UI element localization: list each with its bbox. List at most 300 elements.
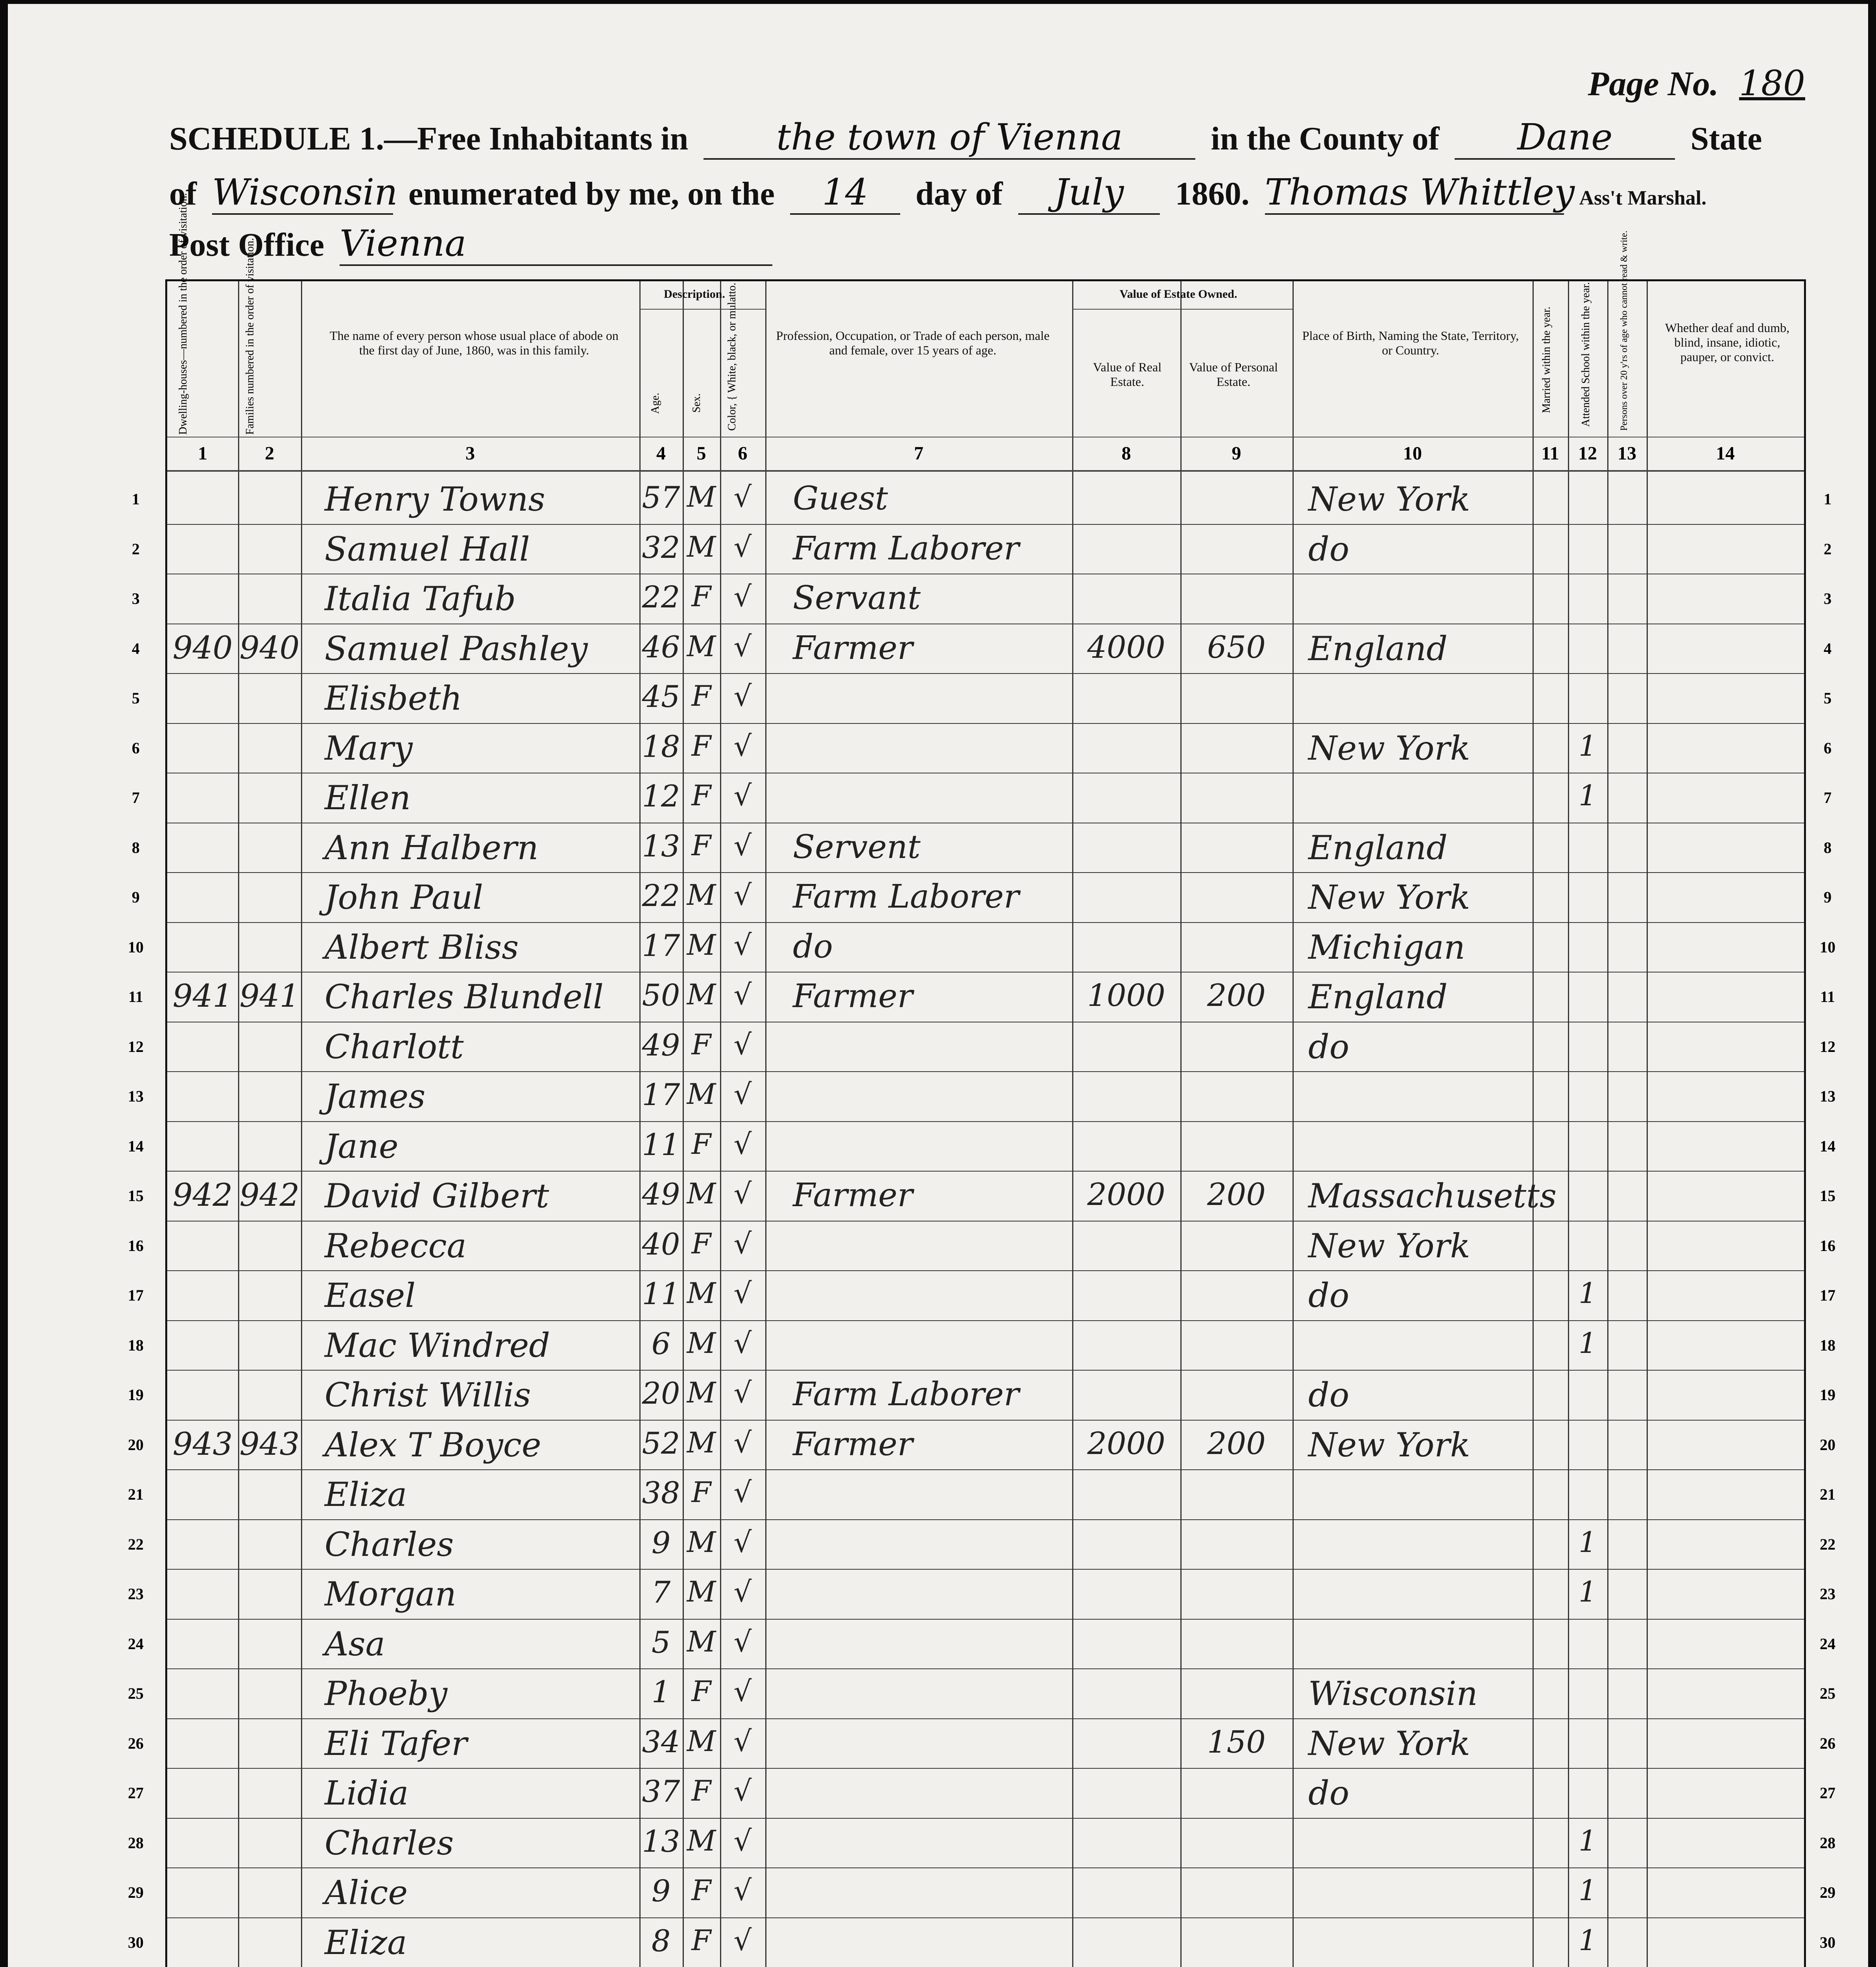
- row-number-right: 10: [1820, 938, 1835, 956]
- row-birthplace: do: [1308, 530, 1350, 568]
- row-real-estate: 2000: [1087, 1177, 1165, 1212]
- row-personal-estate: 200: [1207, 978, 1266, 1013]
- column-number: 5: [696, 443, 706, 464]
- row-name: Ellen: [325, 779, 411, 817]
- row-sex: M: [687, 1575, 716, 1608]
- row-name: Easel: [325, 1276, 416, 1315]
- row-family: 941: [239, 978, 300, 1014]
- row-age: 13: [642, 1823, 680, 1859]
- row-age: 11: [642, 1127, 680, 1162]
- row-color: √: [733, 1227, 752, 1260]
- row-personal-estate: 200: [1207, 1177, 1266, 1212]
- header-line-1: [169, 116, 1762, 160]
- row-name: Charles: [325, 1525, 454, 1564]
- row-number-right: 21: [1820, 1485, 1835, 1503]
- row-number-right: 5: [1824, 689, 1832, 707]
- col7-head: Profession, Occupation, or Trade of each person, male and female, over 15 years of age.: [776, 328, 1050, 357]
- row-color: √: [733, 1426, 752, 1459]
- row-rule: [167, 723, 1804, 724]
- row-name: David Gilbert: [325, 1177, 549, 1215]
- column-rule: [1180, 281, 1182, 1967]
- col10-head: Place of Birth, Naming the State, Territory, or Country.: [1302, 328, 1519, 357]
- month-field: July: [1018, 171, 1160, 215]
- row-number-right: 25: [1820, 1685, 1835, 1702]
- row-color: √: [733, 1824, 752, 1857]
- row-age: 17: [642, 1077, 680, 1112]
- row-number-right: 6: [1824, 739, 1832, 757]
- row-number-right: 13: [1820, 1087, 1835, 1105]
- row-age: 18: [642, 729, 680, 764]
- row-school: 1: [1579, 1923, 1597, 1957]
- row-school: 1: [1579, 1874, 1597, 1907]
- row-number-right: 1: [1824, 490, 1832, 508]
- row-sex: M: [687, 1724, 716, 1758]
- row-real-estate: 1000: [1087, 978, 1165, 1013]
- row-sex: M: [687, 878, 716, 912]
- row-number-right: 17: [1820, 1286, 1835, 1304]
- column-number: 2: [265, 443, 274, 464]
- row-birthplace: New York: [1308, 1226, 1470, 1265]
- row-school: 1: [1579, 1326, 1597, 1360]
- row-rule: [167, 1121, 1804, 1122]
- row-number-right: 28: [1820, 1834, 1835, 1852]
- row-rule: [167, 1071, 1804, 1072]
- row-sex: F: [691, 1923, 711, 1957]
- row-birthplace: New York: [1308, 1724, 1470, 1763]
- row-rule: [167, 1867, 1804, 1868]
- row-rule: [167, 1668, 1804, 1669]
- header-bottom-rule: [167, 470, 1804, 472]
- row-sex: F: [691, 1774, 711, 1807]
- row-sex: M: [687, 1426, 716, 1459]
- row-school: 1: [1579, 1824, 1597, 1857]
- row-color: √: [733, 1923, 752, 1957]
- county-label: in the County of: [1211, 120, 1440, 157]
- row-occupation: Farm Laborer: [793, 1376, 1019, 1413]
- town-field: the town of Vienna: [704, 116, 1195, 160]
- row-age: 22: [642, 878, 680, 913]
- row-number-right: 12: [1820, 1037, 1835, 1055]
- row-color: √: [733, 1874, 752, 1907]
- row-sex: F: [691, 679, 711, 712]
- row-color: √: [733, 978, 752, 1011]
- row-school: 1: [1579, 779, 1597, 812]
- row-sex: F: [691, 580, 711, 613]
- year-label: 1860.: [1175, 175, 1250, 212]
- row-color: √: [733, 580, 752, 613]
- row-age: 17: [642, 928, 680, 963]
- row-number-left: 27: [128, 1784, 144, 1802]
- row-color: √: [733, 1724, 752, 1758]
- row-name: Mary: [325, 729, 413, 768]
- row-school: 1: [1579, 1277, 1597, 1310]
- row-sex: F: [691, 1127, 711, 1161]
- row-rule: [167, 1718, 1804, 1719]
- row-occupation: Farmer: [793, 629, 913, 667]
- row-name: Samuel Pashley: [325, 629, 588, 668]
- row-name: Asa: [325, 1624, 385, 1663]
- row-sex: F: [691, 1874, 711, 1907]
- row-color: √: [733, 629, 752, 663]
- row-number-left: 6: [132, 739, 140, 757]
- row-rule: [167, 1569, 1804, 1570]
- column-number: 12: [1578, 443, 1597, 464]
- enumerated-label: enumerated by me, on the: [408, 175, 775, 212]
- row-sex: M: [687, 1177, 716, 1210]
- row-name: Lidia: [325, 1774, 409, 1812]
- col11-head: Married within the year.: [1540, 306, 1553, 413]
- row-rule: [167, 673, 1804, 674]
- row-personal-estate: 200: [1207, 1426, 1266, 1461]
- row-real-estate: 4000: [1087, 629, 1165, 665]
- row-color: √: [733, 1277, 752, 1310]
- row-age: 45: [642, 679, 680, 714]
- row-number-right: 15: [1820, 1187, 1835, 1205]
- row-birthplace: do: [1308, 1276, 1350, 1315]
- row-number-left: 5: [132, 689, 140, 707]
- row-rule: [167, 1619, 1804, 1620]
- row-name: Phoeby: [325, 1674, 448, 1713]
- column-number: 9: [1232, 443, 1241, 464]
- row-occupation: do: [793, 928, 833, 965]
- row-number-left: 18: [128, 1336, 144, 1354]
- row-number-left: 3: [132, 590, 140, 607]
- row-number-left: 24: [128, 1635, 144, 1653]
- row-name: Eliza: [325, 1475, 407, 1514]
- row-color: √: [733, 779, 752, 812]
- row-color: √: [733, 1177, 752, 1210]
- column-number: 1: [198, 443, 207, 464]
- row-number-left: 1: [132, 490, 140, 508]
- row-occupation: Farmer: [793, 978, 913, 1015]
- column-rule: [1533, 281, 1534, 1967]
- row-number-right: 19: [1820, 1386, 1835, 1404]
- row-birthplace: England: [1308, 629, 1448, 668]
- row-sex: M: [687, 530, 716, 563]
- row-color: √: [733, 1127, 752, 1161]
- post-office-label: Post Office: [169, 227, 325, 263]
- row-occupation: Servent: [793, 828, 921, 866]
- col8-head: Value of Real Estate.: [1093, 360, 1162, 389]
- row-birthplace: Michigan: [1308, 928, 1465, 967]
- column-rule: [1293, 281, 1294, 1967]
- row-number-left: 17: [128, 1286, 144, 1304]
- col3-head: The name of every person whose usual place of abode on the first day of June, 1860, was in this family.: [330, 328, 619, 357]
- row-occupation: Farmer: [793, 1177, 913, 1214]
- row-color: √: [733, 1575, 752, 1608]
- row-number-right: 23: [1820, 1585, 1835, 1603]
- row-dwelling: 940: [172, 629, 233, 666]
- row-age: 38: [642, 1475, 680, 1510]
- column-number: 8: [1121, 443, 1131, 464]
- row-occupation: Farm Laborer: [793, 530, 1019, 567]
- row-number-left: 4: [132, 639, 140, 657]
- row-number-left: 15: [128, 1187, 144, 1205]
- row-name: Alice: [325, 1873, 408, 1912]
- row-rule: [167, 1320, 1804, 1321]
- post-office-field: Vienna: [340, 222, 772, 266]
- row-number-left: 10: [128, 938, 144, 956]
- row-sex: F: [691, 1476, 711, 1509]
- row-color: √: [733, 1376, 752, 1409]
- row-dwelling: 942: [172, 1177, 233, 1213]
- row-sex: F: [691, 829, 711, 862]
- column-number: 3: [465, 443, 475, 464]
- row-number-right: 22: [1820, 1535, 1835, 1553]
- row-number-left: 2: [132, 540, 140, 558]
- row-name: Jane: [325, 1127, 399, 1166]
- state-label: State: [1690, 120, 1762, 157]
- schedule-title: SCHEDULE 1.—Free Inhabitants in: [169, 120, 689, 157]
- header-line-2: [169, 171, 1706, 215]
- column-rule: [301, 281, 302, 1967]
- row-age: 13: [642, 828, 680, 864]
- row-color: √: [733, 1774, 752, 1807]
- row-number-left: 11: [128, 988, 143, 1006]
- row-age: 6: [651, 1326, 671, 1361]
- row-age: 9: [651, 1525, 671, 1560]
- row-name: Charles: [325, 1823, 454, 1862]
- row-number-right: 11: [1820, 988, 1835, 1006]
- col14-head: Whether deaf and dumb, blind, insane, idiotic, pauper, or convict.: [1665, 321, 1790, 364]
- col2-head: Families numbered in the order of visitation.: [244, 238, 256, 435]
- row-number-right: 3: [1824, 590, 1832, 607]
- row-birthplace: New York: [1308, 729, 1470, 768]
- county-field: Dane: [1455, 116, 1675, 160]
- row-sex: M: [687, 978, 716, 1011]
- row-birthplace: do: [1308, 1376, 1350, 1414]
- column-rule: [238, 281, 239, 1967]
- day-of-label: day of: [915, 175, 1003, 212]
- row-rule: [167, 1221, 1804, 1222]
- row-number-right: 7: [1824, 789, 1832, 806]
- row-name: Rebecca: [325, 1226, 467, 1265]
- row-name: Charlott: [325, 1027, 464, 1066]
- row-number-left: 26: [128, 1734, 144, 1752]
- row-number-left: 20: [128, 1436, 144, 1454]
- row-birthplace: Wisconsin: [1308, 1674, 1478, 1713]
- row-number-right: 4: [1824, 639, 1832, 657]
- row-occupation: Guest: [793, 480, 888, 517]
- row-age: 22: [642, 579, 680, 614]
- row-sex: F: [691, 779, 711, 812]
- row-number-right: 18: [1820, 1336, 1835, 1354]
- asst-marshal-label: Ass't Marshal.: [1579, 187, 1707, 209]
- row-sex: M: [687, 629, 716, 663]
- row-birthplace: do: [1308, 1774, 1350, 1812]
- row-name: Mac Windred: [325, 1326, 550, 1365]
- row-school: 1: [1579, 1525, 1597, 1559]
- row-color: √: [733, 1078, 752, 1111]
- row-rule: [167, 922, 1804, 923]
- row-age: 1: [651, 1674, 671, 1709]
- row-name: Italia Tafub: [325, 579, 516, 618]
- row-family: 940: [239, 629, 300, 666]
- row-color: √: [733, 878, 752, 912]
- row-number-left: 22: [128, 1535, 144, 1553]
- row-age: 20: [642, 1376, 680, 1411]
- row-dwelling: 941: [172, 978, 233, 1014]
- row-family: 943: [239, 1425, 300, 1462]
- row-color: √: [733, 480, 752, 513]
- row-rule: [167, 1420, 1804, 1421]
- col6-head: Color, { White, black, or mulatto.: [726, 282, 738, 431]
- col13-head: Persons over 20 y'rs of age who cannot read & write.: [1619, 231, 1629, 431]
- column-rule: [765, 281, 766, 1967]
- row-name: Henry Towns: [325, 480, 545, 519]
- estate-rule: [1072, 309, 1293, 310]
- row-rule: [167, 1917, 1804, 1918]
- row-number-left: 13: [128, 1087, 144, 1105]
- row-age: 40: [642, 1226, 680, 1262]
- page-number-label: Page No.: [1588, 65, 1719, 103]
- row-personal-estate: 150: [1207, 1724, 1266, 1760]
- row-number-left: 23: [128, 1585, 144, 1603]
- row-number-left: 14: [128, 1137, 144, 1155]
- row-number-right: 2: [1824, 540, 1832, 558]
- row-number-left: 9: [132, 888, 140, 906]
- row-birthplace: New York: [1308, 480, 1470, 519]
- row-birthplace: England: [1308, 978, 1448, 1016]
- row-number-left: 7: [132, 789, 140, 806]
- row-number-right: 9: [1824, 888, 1832, 906]
- row-sex: M: [687, 1078, 716, 1111]
- row-rule: [167, 1171, 1804, 1172]
- column-number: 6: [738, 443, 748, 464]
- column-number: 13: [1617, 443, 1636, 464]
- column-rule: [1647, 281, 1648, 1967]
- row-age: 50: [642, 978, 680, 1013]
- row-age: 5: [651, 1624, 671, 1660]
- header-line-3: [169, 222, 779, 266]
- row-number-right: 24: [1820, 1635, 1835, 1653]
- census-page: [8, 4, 1868, 1967]
- column-number: 10: [1403, 443, 1422, 464]
- row-number-left: 28: [128, 1834, 144, 1852]
- row-sex: M: [687, 1824, 716, 1857]
- row-name: John Paul: [325, 878, 483, 917]
- row-birthplace: New York: [1308, 878, 1470, 917]
- row-sex: M: [687, 1525, 716, 1559]
- row-rule: [167, 1519, 1804, 1520]
- col4-head: Age.: [649, 393, 661, 414]
- row-color: √: [733, 530, 752, 563]
- column-rule: [1607, 281, 1608, 1967]
- row-birthplace: do: [1308, 1027, 1350, 1066]
- state-field: Wisconsin: [212, 171, 393, 215]
- row-color: √: [733, 1625, 752, 1658]
- row-age: 49: [642, 1027, 680, 1063]
- row-rule: [167, 1370, 1804, 1371]
- row-occupation: Farmer: [793, 1425, 913, 1463]
- row-sex: M: [687, 1326, 716, 1360]
- row-occupation: Servant: [793, 579, 921, 617]
- row-sex: M: [687, 1277, 716, 1310]
- row-sex: M: [687, 1376, 716, 1409]
- row-color: √: [733, 928, 752, 961]
- column-number: 7: [914, 443, 923, 464]
- row-family: 942: [239, 1177, 300, 1213]
- row-name: Elisbeth: [325, 679, 462, 718]
- row-name: Alex T Boyce: [325, 1425, 541, 1464]
- row-name: Charles Blundell: [325, 978, 604, 1016]
- row-birthplace: New York: [1308, 1425, 1470, 1464]
- row-age: 49: [642, 1177, 680, 1212]
- row-number-left: 8: [132, 838, 140, 856]
- estate-group-head: Value of Estate Owned.: [1119, 288, 1237, 301]
- day-field: 14: [790, 171, 900, 215]
- row-rule: [167, 872, 1804, 873]
- col5-head: Sex.: [691, 393, 703, 413]
- column-number: 14: [1716, 443, 1735, 464]
- row-birthplace: Massachusetts: [1308, 1177, 1557, 1215]
- row-age: 34: [642, 1724, 680, 1759]
- row-name: Ann Halbern: [325, 828, 539, 867]
- row-color: √: [733, 1525, 752, 1559]
- row-color: √: [733, 1675, 752, 1708]
- row-rule: [167, 1768, 1804, 1769]
- row-color: √: [733, 1476, 752, 1509]
- row-real-estate: 2000: [1087, 1426, 1165, 1461]
- row-name: Albert Bliss: [325, 928, 519, 967]
- column-rule: [1568, 281, 1569, 1967]
- row-age: 9: [651, 1873, 671, 1908]
- row-name: James: [325, 1077, 426, 1116]
- row-school: 1: [1579, 729, 1597, 762]
- row-rule: [167, 1270, 1804, 1271]
- row-age: 37: [642, 1774, 680, 1809]
- row-number-left: 21: [128, 1485, 144, 1503]
- col1-head: Dwelling-houses—numbered in the order of visitation.: [177, 193, 189, 435]
- page-number: [1588, 63, 1805, 104]
- row-sex: M: [687, 928, 716, 961]
- row-sex: F: [691, 1227, 711, 1260]
- row-color: √: [733, 829, 752, 862]
- row-color: √: [733, 679, 752, 712]
- column-number: 4: [656, 443, 666, 464]
- row-sex: F: [691, 729, 711, 762]
- row-age: 11: [642, 1276, 680, 1311]
- row-name: Samuel Hall: [325, 530, 530, 568]
- col9-head: Value of Personal Estate.: [1189, 360, 1278, 389]
- row-age: 12: [642, 779, 680, 814]
- row-number-right: 8: [1824, 838, 1832, 856]
- row-number-right: 26: [1820, 1734, 1835, 1752]
- row-sex: M: [687, 1625, 716, 1658]
- row-name: Eliza: [325, 1923, 407, 1962]
- row-sex: F: [691, 1675, 711, 1708]
- column-rule: [1072, 281, 1073, 1967]
- page-number-value: 180: [1739, 63, 1805, 103]
- row-rule: [167, 1818, 1804, 1819]
- row-name: Eli Tafer: [325, 1724, 467, 1763]
- row-dwelling: 943: [172, 1425, 233, 1462]
- row-personal-estate: 650: [1207, 629, 1266, 665]
- col12-head: Attended School within the year.: [1580, 282, 1592, 427]
- description-rule: [639, 309, 765, 310]
- row-name: Christ Willis: [325, 1376, 531, 1414]
- row-rule: [167, 1469, 1804, 1470]
- description-group-head: Description.: [664, 288, 725, 301]
- row-age: 32: [642, 530, 680, 565]
- row-number-left: 25: [128, 1685, 144, 1702]
- marshal-signature: Thomas Whittley: [1265, 171, 1564, 215]
- row-occupation: Farm Laborer: [793, 878, 1019, 915]
- row-number-left: 19: [128, 1386, 144, 1404]
- row-color: √: [733, 1028, 752, 1061]
- of-label: of: [169, 175, 197, 212]
- row-number-left: 30: [128, 1933, 144, 1951]
